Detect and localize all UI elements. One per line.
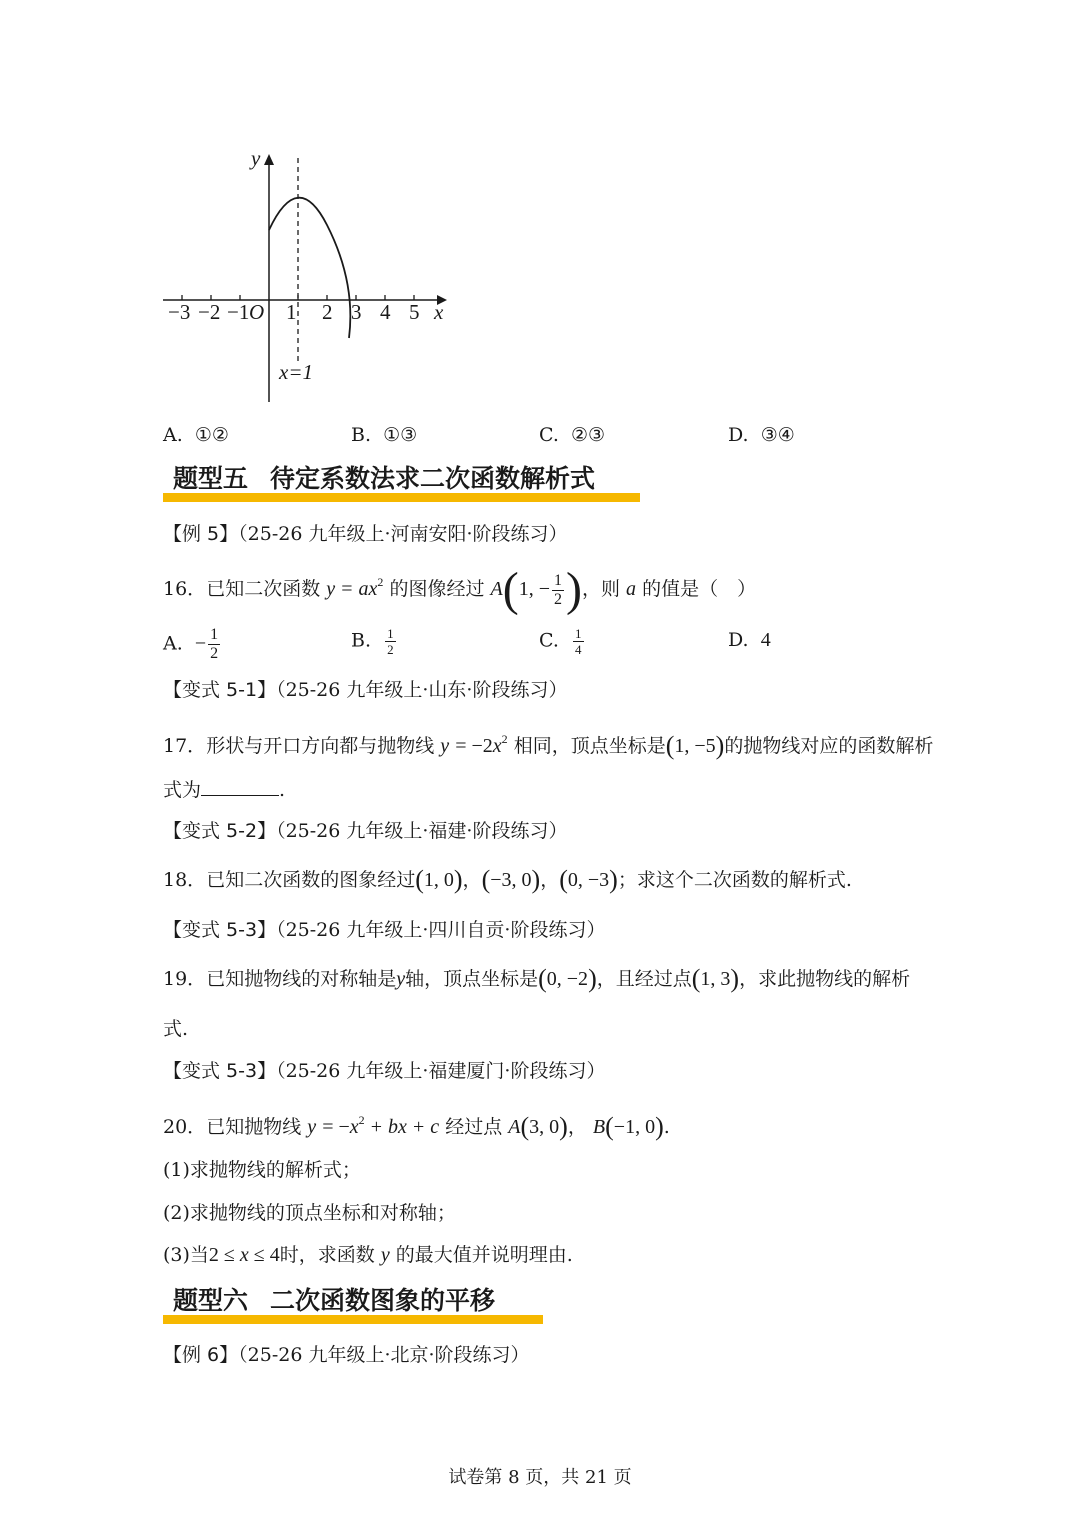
example-6-header: 【例 6】（25-26 九年级上·北京·阶段练习）: [163, 1344, 530, 1366]
variant-5-2-header: 【变式 5-2】（25-26 九年级上·福建·阶段练习）: [163, 820, 568, 842]
question-17: 17．形状与开口方向都与抛物线 $y = -2x^2$ 相同，顶点坐标是(1, −5)的抛物线对应的函数解析: [163, 731, 934, 760]
question-20: 20．已知抛物线 $y = -x^2$ + bx + c 经过点 A(3, 0)， B(−1, 0).: [163, 1112, 670, 1141]
question-19: 19．已知抛物线的对称轴是y轴，顶点坐标是(0, −2)，且经过点(1, 3)，求此抛物线的解析: [163, 964, 911, 993]
choice-d[interactable]: D. 4: [728, 629, 771, 651]
question-20-part-1: (1)求抛物线的解析式；: [163, 1159, 361, 1181]
page-footer: 试卷第 8 页，共 21 页: [448, 1467, 632, 1488]
x-tick-label: −3: [168, 300, 191, 324]
section-heading-5: 题型五 待定系数法求二次函数解析式: [163, 462, 640, 502]
x-tick-label: −2: [198, 300, 221, 324]
variant-5-3-header: 【变式 5-3】（25-26 九年级上·福建厦门·阶段练习）: [163, 1060, 606, 1082]
choice-b[interactable]: B. $\frac{1}{2}$: [351, 626, 394, 657]
choice-d[interactable]: D. ③④: [728, 424, 795, 446]
choice-c[interactable]: C. $\frac{1}{4}$: [539, 626, 582, 657]
x-tick-label: 4: [380, 300, 391, 324]
variant-5-1-header: 【变式 5-1】（25-26 九年级上·山东·阶段练习）: [163, 679, 568, 701]
example-5-header: 【例 5】（25-26 九年级上·河南安阳·阶段练习）: [163, 523, 568, 545]
x-tick-label: 3: [351, 300, 362, 324]
x-axis-label: x: [434, 300, 444, 324]
x-tick-label: 5: [409, 300, 420, 324]
choice-b[interactable]: B. ①③: [351, 424, 418, 446]
x-tick-label: −1: [227, 300, 250, 324]
choice-a[interactable]: A. ①②: [163, 424, 229, 446]
origin-label: O: [249, 300, 265, 324]
x-tick-label: 1: [286, 300, 297, 324]
choice-c[interactable]: C. ②③: [539, 424, 606, 446]
question-18: 18．已知二次函数的图象经过(1, 0)，(−3, 0)，(0, −3)；求这个二次函数的解析式.: [163, 865, 852, 894]
section-heading-6: 题型六 二次函数图象的平移: [163, 1284, 543, 1324]
x-tick-label: 2: [322, 300, 333, 324]
symmetry-axis-label: x=1: [279, 360, 313, 384]
choice-a[interactable]: A. − $\frac{1}{2}$: [163, 626, 219, 662]
y-axis-label: y: [251, 146, 261, 170]
answer-blank[interactable]: [201, 775, 279, 796]
question-16: 16．已知二次函数 $y = ax^2$ 的图像经过 A(1, − $\frac{1}{2}$ )，则 a 的值是（ ）: [163, 563, 757, 616]
parabola-curve: [269, 198, 350, 338]
question-17-line2: 式为 .: [163, 775, 285, 804]
question-19-line2: 式.: [163, 1018, 189, 1040]
question-20-part-3: (3)当2 ≤ x ≤ 4时，求函数 y 的最大值并说明理由.: [163, 1244, 573, 1266]
question-20-part-2: (2)求抛物线的顶点坐标和对称轴；: [163, 1202, 456, 1224]
variant-5-3-header: 【变式 5-3】（25-26 九年级上·四川自贡·阶段练习）: [163, 919, 606, 941]
